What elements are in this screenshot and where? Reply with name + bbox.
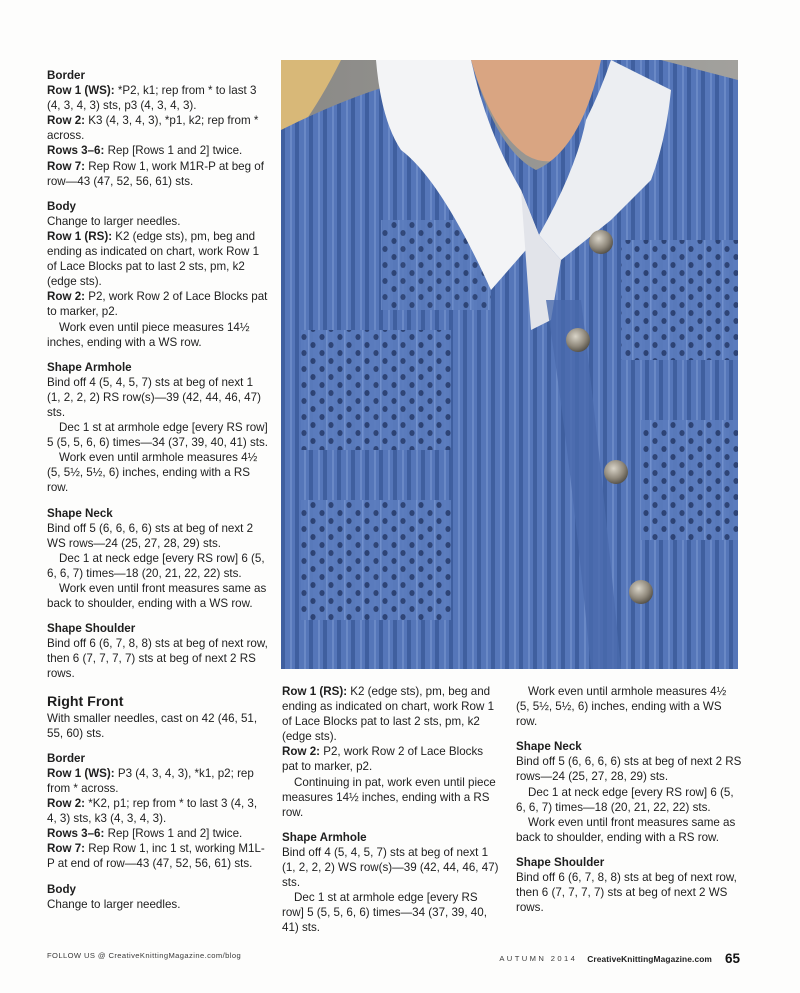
instruction-line [282, 890, 500, 935]
instruction-text: Shape Armhole [47, 360, 132, 374]
instruction-text: Shape Neck [47, 506, 113, 520]
instruction-text: Work even until armhole measures 4½ (5, 5½, 5½, 6) inches, ending with a WS row. [516, 685, 727, 729]
instruction-line [47, 375, 269, 420]
instruction-text: Continuing in pat, work even until piece measures 14½ inches, ending with a RS row. [282, 775, 496, 819]
button [629, 580, 653, 604]
instruction-line [282, 744, 500, 774]
instruction-text: Bind off 6 (6, 7, 8, 8) sts at beg of next row, then 6 (7, 7, 7, 7) sts at beg of next 2 WS rows. [516, 871, 737, 915]
instruction-text: P3 (4, 3, 4, 3), *k1, p2; rep from * across. [47, 766, 254, 795]
instruction-text: Work even until front measures same as back to shoulder, ending with a RS row. [516, 815, 736, 844]
instruction-text: Rep Row 1, inc 1 st, working M1L-P at end of row—43 (47, 52, 56, 61) sts. [47, 842, 265, 871]
instruction-text: Border [47, 751, 86, 765]
instruction-text: Rep [Rows 1 and 2] twice. [104, 827, 243, 841]
instruction-line [47, 320, 269, 350]
instruction-text: Dec 1 at neck edge [every RS row] 6 (5, 6, 6, 7) times—18 (20, 21, 22, 22) sts. [516, 785, 734, 814]
instruction-line [282, 775, 500, 820]
section-heading [47, 621, 269, 636]
instruction-line [47, 796, 269, 826]
row-label: Row 7: [47, 159, 86, 173]
text-column-middle [282, 684, 500, 936]
instruction-text: Body [47, 199, 76, 213]
instruction-text: K3 (4, 3, 4, 3), *p1, k2; rep from * across. [47, 114, 259, 143]
instruction-text: Dec 1 st at armhole edge [every RS row] 5 (5, 5, 6, 6) times—34 (37, 39, 40, 41) sts. [47, 421, 269, 450]
instruction-line [47, 420, 269, 450]
instruction-line [47, 551, 269, 581]
cardigan-image [281, 60, 738, 669]
instruction-line [47, 711, 269, 741]
row-label: Rows 3–6: [47, 827, 105, 841]
instruction-line [47, 766, 269, 796]
instruction-line [47, 113, 269, 143]
instruction-line [47, 826, 269, 841]
site-url: CreativeKnittingMagazine.com [587, 953, 712, 964]
row-label: Row 2: [47, 797, 86, 811]
instruction-text: Dec 1 at neck edge [every RS row] 6 (5, 6, 6, 7) times—18 (20, 21, 22, 22) sts. [47, 551, 265, 580]
instruction-text: Change to larger needles. [47, 897, 181, 911]
instruction-text: P2, work Row 2 of Lace Blocks pat to marker, p2. [282, 745, 484, 774]
instruction-line [47, 636, 269, 681]
instruction-line [516, 785, 742, 815]
section-heading [47, 68, 269, 83]
instruction-text: Border [47, 69, 86, 82]
instruction-line [47, 83, 269, 113]
button [566, 328, 590, 352]
section-heading [516, 855, 742, 870]
instruction-line [47, 521, 269, 551]
instruction-text: With smaller needles, cast on 42 (46, 51, 55, 60) sts. [47, 711, 258, 740]
row-label: Row 2: [282, 745, 321, 759]
major-heading [47, 693, 269, 711]
follow-text: FOLLOW US @ CreativeKnittingMagazine.com/blog [47, 951, 242, 960]
instruction-text: K2 (edge sts), pm, beg and ending as indicated on chart, work Row 1 of Lace Blocks pat to last 2 sts, pm, k2 (edge sts). [47, 229, 260, 289]
section-heading [282, 830, 500, 845]
row-label: Row 7: [47, 842, 86, 856]
instruction-line [516, 870, 742, 915]
text-column-right [516, 684, 742, 915]
section-heading [47, 751, 269, 766]
instruction-text: Rep [Rows 1 and 2] twice. [104, 144, 243, 158]
sweater-photo [281, 60, 738, 669]
instruction-line [47, 159, 269, 189]
instruction-line [47, 897, 269, 912]
instruction-text: Bind off 5 (6, 6, 6, 6) sts at beg of next 2 RS rows—24 (25, 27, 28, 29) sts. [516, 755, 742, 784]
instruction-line [47, 450, 269, 495]
row-label: Rows 3–6: [47, 144, 105, 158]
footer-right [499, 951, 740, 966]
instruction-line [516, 815, 742, 845]
text-column-left [47, 68, 269, 912]
instruction-text: *K2, p1; rep from * to last 3 (4, 3, 4, 3) sts, k3 (4, 3, 4, 3). [47, 797, 258, 826]
footer-follow [47, 951, 241, 960]
row-label: Row 1 (RS): [282, 685, 348, 698]
row-label: Row 2: [47, 290, 86, 304]
row-label: Row 1 (WS): [47, 84, 115, 98]
instruction-line [282, 684, 500, 744]
instruction-text: Rep Row 1, work M1R-P at beg of row—43 (47, 52, 56, 61) sts. [47, 159, 264, 188]
section-heading [516, 739, 742, 754]
instruction-text: Dec 1 st at armhole edge [every RS row] 5 (5, 5, 6, 6) times—34 (37, 39, 40, 41) sts. [282, 891, 487, 935]
instruction-text: P2, work Row 2 of Lace Blocks pat to marker, p2. [47, 290, 268, 319]
instruction-line [47, 841, 269, 871]
button [589, 230, 613, 254]
instruction-text: Work even until piece measures 14½ inches, ending with a WS row. [47, 320, 250, 349]
instruction-text: Work even until front measures same as back to shoulder, ending with a WS row. [47, 582, 267, 611]
instruction-text: Bind off 6 (6, 7, 8, 8) sts at beg of next row, then 6 (7, 7, 7, 7) sts at beg of next 2 RS rows. [47, 637, 268, 681]
instruction-text: *P2, k1; rep from * to last 3 (4, 3, 4, 3) sts, p3 (4, 3, 4, 3). [47, 84, 257, 113]
instruction-line [47, 229, 269, 289]
section-heading [47, 199, 269, 214]
section-heading [47, 506, 269, 521]
instruction-line [47, 581, 269, 611]
instruction-text: Shape Armhole [282, 830, 367, 844]
instruction-text: Shape Shoulder [516, 855, 605, 869]
instruction-text: Bind off 5 (6, 6, 6, 6) sts at beg of next 2 WS rows—24 (25, 27, 28, 29) sts. [47, 521, 254, 550]
row-label: Row 1 (RS): [47, 229, 113, 243]
instruction-line [47, 143, 269, 158]
instruction-text: Bind off 4 (5, 4, 5, 7) sts at beg of next 1 (1, 2, 2, 2) RS row(s)—39 (42, 44, 46, 47) sts. [47, 375, 261, 419]
instruction-text: Bind off 4 (5, 4, 5, 7) sts at beg of next 1 (1, 2, 2, 2) WS row(s)—39 (42, 44, 46, 47) sts. [282, 845, 499, 890]
issue-season: AUTUMN 2014 [499, 954, 578, 963]
instruction-line [516, 754, 742, 784]
instruction-line [47, 214, 269, 229]
instruction-text: Right Front [47, 693, 124, 710]
page-number: 65 [724, 951, 740, 966]
instruction-line [282, 845, 500, 890]
row-label: Row 1 (WS): [47, 766, 115, 780]
section-heading [47, 360, 269, 375]
instruction-text: Body [47, 882, 76, 896]
instruction-line [516, 684, 742, 729]
instruction-text: Change to larger needles. [47, 214, 181, 228]
instruction-line [47, 289, 269, 319]
instruction-text: K2 (edge sts), pm, beg and ending as indicated on chart, work Row 1 of Lace Blocks pat to last 2 sts, pm, k2 (edge sts). [282, 685, 495, 744]
instruction-text: Shape Shoulder [47, 622, 136, 636]
section-heading [47, 882, 269, 897]
button [604, 460, 628, 484]
row-label: Row 2: [47, 114, 86, 128]
instruction-text: Shape Neck [516, 740, 582, 754]
instruction-text: Work even until armhole measures 4½ (5, 5½, 5½, 6) inches, ending with a RS row. [47, 451, 258, 495]
